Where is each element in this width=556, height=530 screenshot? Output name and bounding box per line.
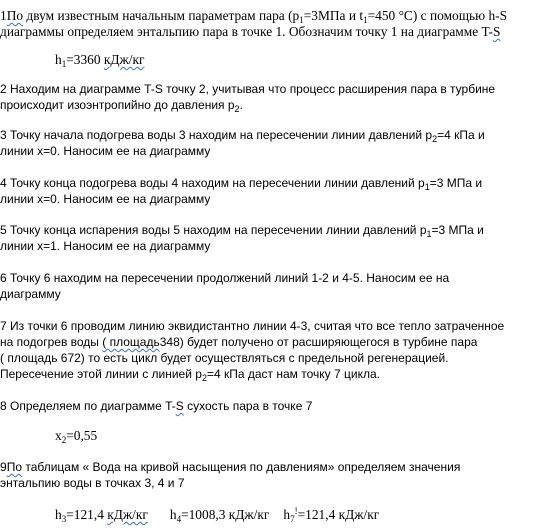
formula-h1: $h_1=3360$ кДж/кг (55, 52, 145, 69)
formula-enthalpies: $h_3=121,4$ кДж/кг $h_4=1008,3$ кДж/кг $h_7^!=121,4$ кДж/кг (55, 506, 380, 524)
paragraph-8-line-1: 8 Определяем по диаграмме T-S сухость пара в точке 7 (0, 399, 313, 413)
paragraph-7-line-4: Пересечение этой линии с линией $p_2=4$ кПа даст нам точку 7 цикла. (0, 367, 380, 383)
paragraph-3-line-2: линии x=0. Наносим ее на диаграмму (0, 144, 211, 158)
formula-x2: $x_2=0,55$ (55, 428, 98, 445)
paragraph-6-line-1: 6 Точку 6 находим на пересечении продолжений линий 1-2 и 4-5. Наносим ее на (0, 271, 450, 285)
paragraph-9-line-1: 9По таблицам « Вода на кривой насыщения по давлениям» определяем значения (0, 460, 461, 474)
paragraph-7-line-1: 7 Из точки 6 проводим линию эквидистантно линии 4-3, считая что все тепло затраченное (0, 319, 505, 333)
paragraph-6-line-2: диаграмму (0, 287, 61, 301)
paragraph-7-line-2: на подогрев воды ( площадь348) будет получено от расширяющегося в турбине пара (0, 335, 478, 349)
paragraph-4-line-2: линии x=0. Наносим ее на диаграмму (0, 192, 211, 206)
paragraph-2-line-1: 2 Находим на диаграмме T-S точку 2, учитывая что процесс расширения пара в турбине (0, 82, 496, 96)
paragraph-9-line-2: энтальпию воды в точках 3, 4 и 7 (0, 476, 185, 490)
paragraph-2-line-2: происходит изоэнтропийно до давления $p_2$. (0, 98, 243, 114)
paragraph-5-line-2: линии x=1. Наносим ее на диаграмму (0, 239, 211, 253)
paragraph-1-line-1: 1По двум известным начальным параметрам пара ($p_1=3МПа$ и $t_1=450$ °С) с помощью h-S (0, 8, 508, 25)
paragraph-3-line-1: 3 Точку начала подогрева воды 3 находим на пересечении линии давлений $p_2=4$ кПа и (0, 128, 485, 144)
paragraph-5-line-1: 5 Точку конца испарения воды 5 находим на пересечении линии давлений $p_1=3$ МПа и (0, 223, 484, 239)
paragraph-7-line-3: ( площадь 672) то есть цикл будет осуществляться с предельной регенерацией. (0, 351, 449, 365)
paragraph-1-line-2: диаграммы определяем энтальпию пара в точке 1. Обозначим точку 1 на диаграмме T-S (0, 24, 501, 39)
paragraph-4-line-1: 4 Точку конца подогрева воды 4 находим на пересечении линии давлений $p_1=3$ МПа и (0, 176, 483, 192)
